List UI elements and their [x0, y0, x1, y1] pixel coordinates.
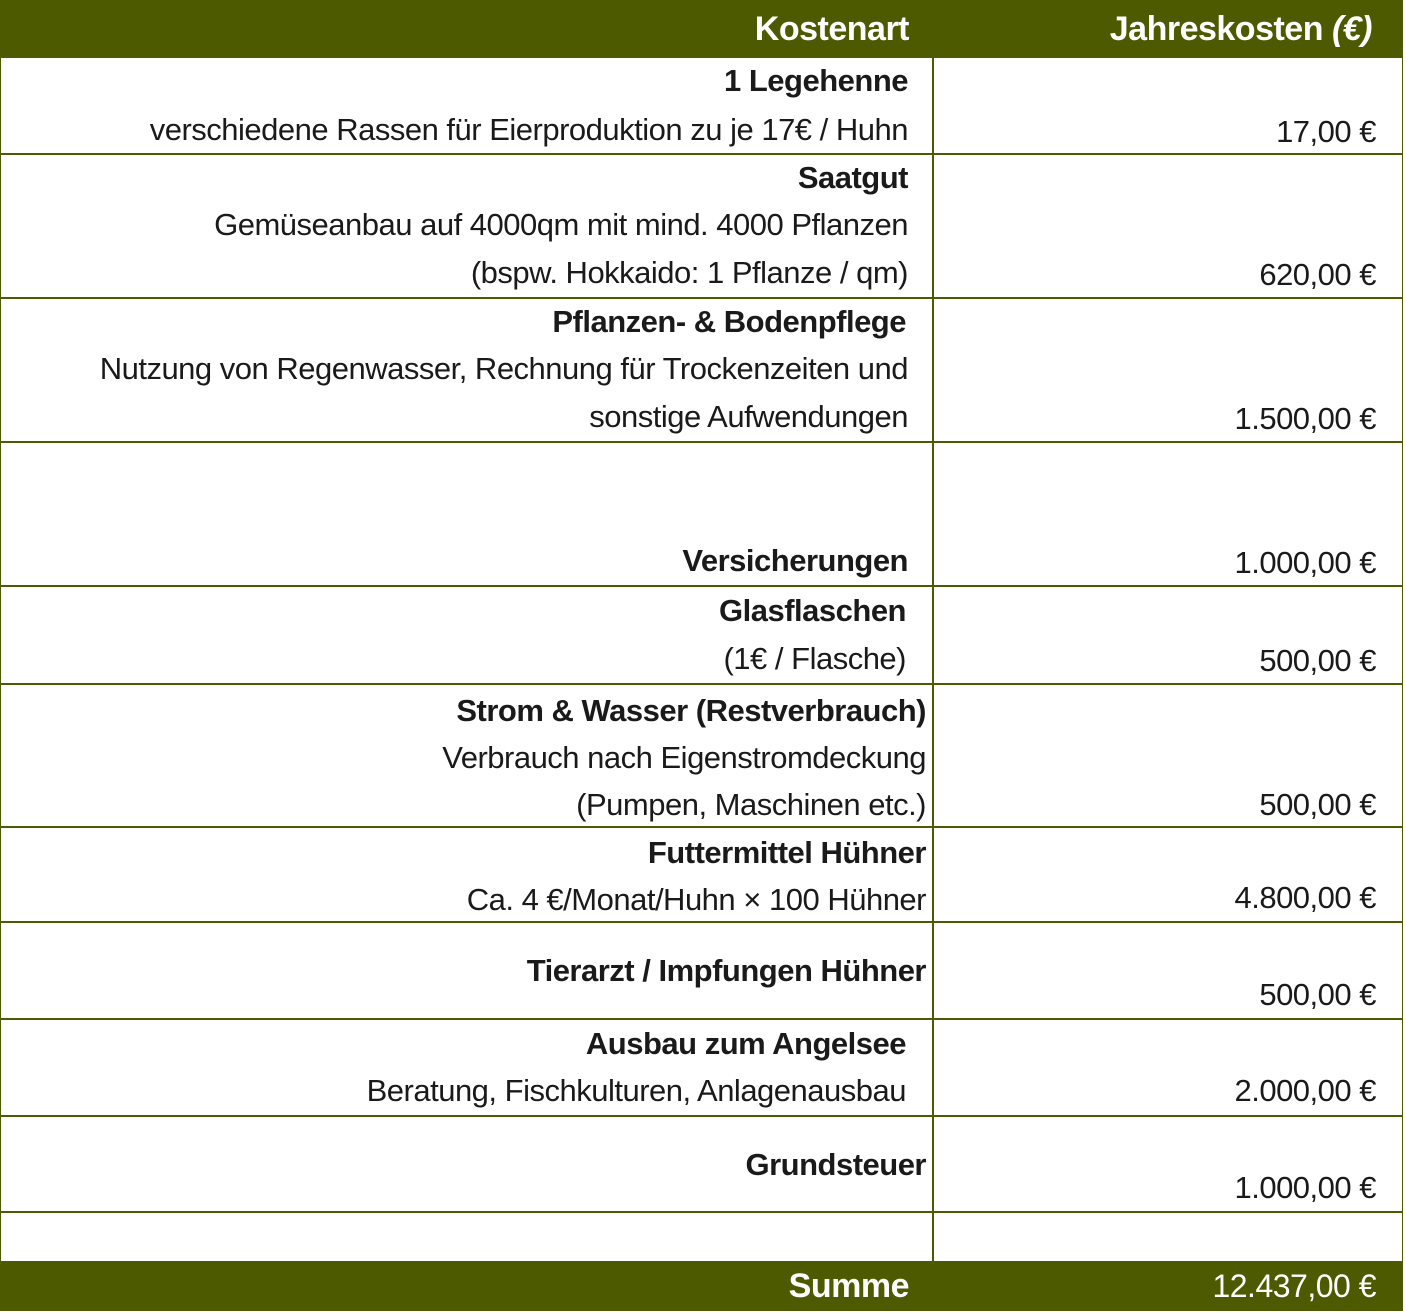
table-row: [1, 299, 1402, 443]
table-row: [1, 923, 1402, 1020]
row-amount: 500,00 €: [1259, 643, 1376, 678]
row-label-cell: [1, 685, 934, 826]
row-amount: 2.000,00 €: [1234, 1073, 1376, 1108]
row-title: Versicherungen: [682, 543, 908, 578]
row-description: (bspw. Hokkaido: 1 Pflanze / qm): [470, 255, 908, 290]
row-amount: 1.000,00 €: [1234, 1170, 1376, 1205]
row-amount: 1.500,00 €: [1234, 401, 1376, 436]
empty-label-cell: [1, 1213, 934, 1261]
row-amount-cell: [934, 1020, 1402, 1115]
row-title: Pflanzen- & Bodenpflege: [552, 304, 906, 339]
row-amount: 17,00 €: [1276, 114, 1376, 149]
row-amount: 500,00 €: [1259, 787, 1376, 822]
header-cost-unit: (€): [1331, 10, 1372, 48]
row-title: Glasflaschen: [719, 593, 906, 628]
row-label-cell: [1, 923, 934, 1018]
row-description: (1€ / Flasche): [723, 641, 906, 676]
row-title: Tierarzt / Impfungen Hühner: [526, 953, 926, 988]
table-footer: [1, 1261, 1402, 1311]
row-label-cell: [1, 587, 934, 683]
row-amount-cell: [934, 587, 1402, 683]
table-row: [1, 443, 1402, 587]
row-title: Ausbau zum Angelsee: [585, 1026, 906, 1061]
row-title: Strom & Wasser (Restverbrauch): [456, 693, 926, 728]
row-label-cell: [1, 443, 934, 585]
empty-row: [1, 1213, 1402, 1261]
sum-amount: 12.437,00 €: [1212, 1268, 1376, 1304]
footer-label-cell: [1, 1261, 934, 1311]
row-description: Beratung, Fischkulturen, Anlagenausbau: [366, 1073, 906, 1108]
row-description: (Pumpen, Maschinen etc.): [576, 787, 926, 822]
row-label-cell: [1, 299, 934, 441]
row-label-cell: [1, 1020, 934, 1115]
footer-amount-cell: [934, 1261, 1402, 1311]
row-label-cell: [1, 58, 934, 153]
row-label-cell: [1, 1117, 934, 1211]
header-label-cost: [1110, 11, 1372, 47]
table-row: [1, 685, 1402, 828]
row-amount-cell: [934, 923, 1402, 1018]
row-title: 1 Legehenne: [724, 63, 908, 98]
row-amount-cell: [934, 155, 1402, 297]
table-row: [1, 58, 1402, 155]
row-amount-cell: [934, 58, 1402, 153]
row-amount-cell: [934, 1117, 1402, 1211]
row-amount: 4.800,00 €: [1234, 880, 1376, 915]
header-cell-type: [1, 1, 934, 58]
row-amount-cell: [934, 443, 1402, 585]
header-label-type: Kostenart: [754, 10, 909, 48]
table-row: [1, 1117, 1402, 1213]
table-row: [1, 828, 1402, 923]
row-description: verschiedene Rassen für Eierproduktion zu je 17€ / Huhn: [149, 112, 908, 147]
header-cell-cost: [934, 1, 1402, 58]
header-cost-text: Jahreskosten: [1109, 10, 1323, 48]
table-row: [1, 155, 1402, 299]
row-description: Ca. 4 €/Monat/Huhn × 100 Hühner: [466, 882, 926, 917]
row-amount: 1.000,00 €: [1234, 545, 1376, 580]
row-description: Gemüseanbau auf 4000qm mit mind. 4000 Pflanzen: [214, 207, 908, 242]
table-row: [1, 587, 1402, 685]
row-amount: 500,00 €: [1259, 977, 1376, 1012]
row-label-cell: [1, 155, 934, 297]
table-header: [1, 1, 1402, 58]
sum-label: Summe: [788, 1267, 909, 1305]
row-amount-cell: [934, 299, 1402, 441]
row-amount: 620,00 €: [1259, 257, 1376, 292]
row-amount-cell: [934, 828, 1402, 921]
row-title: Grundsteuer: [745, 1147, 926, 1182]
empty-amount-cell: [934, 1213, 1402, 1261]
row-label-cell: [1, 828, 934, 921]
row-description: sonstige Aufwendungen: [589, 399, 908, 434]
row-description: Nutzung von Regenwasser, Rechnung für Trockenzeiten und: [99, 351, 908, 386]
row-title: Saatgut: [797, 160, 908, 195]
row-description: Verbrauch nach Eigenstromdeckung: [442, 740, 926, 775]
table-row: [1, 1020, 1402, 1117]
row-amount-cell: [934, 685, 1402, 826]
row-title: Futtermittel Hühner: [647, 835, 926, 870]
